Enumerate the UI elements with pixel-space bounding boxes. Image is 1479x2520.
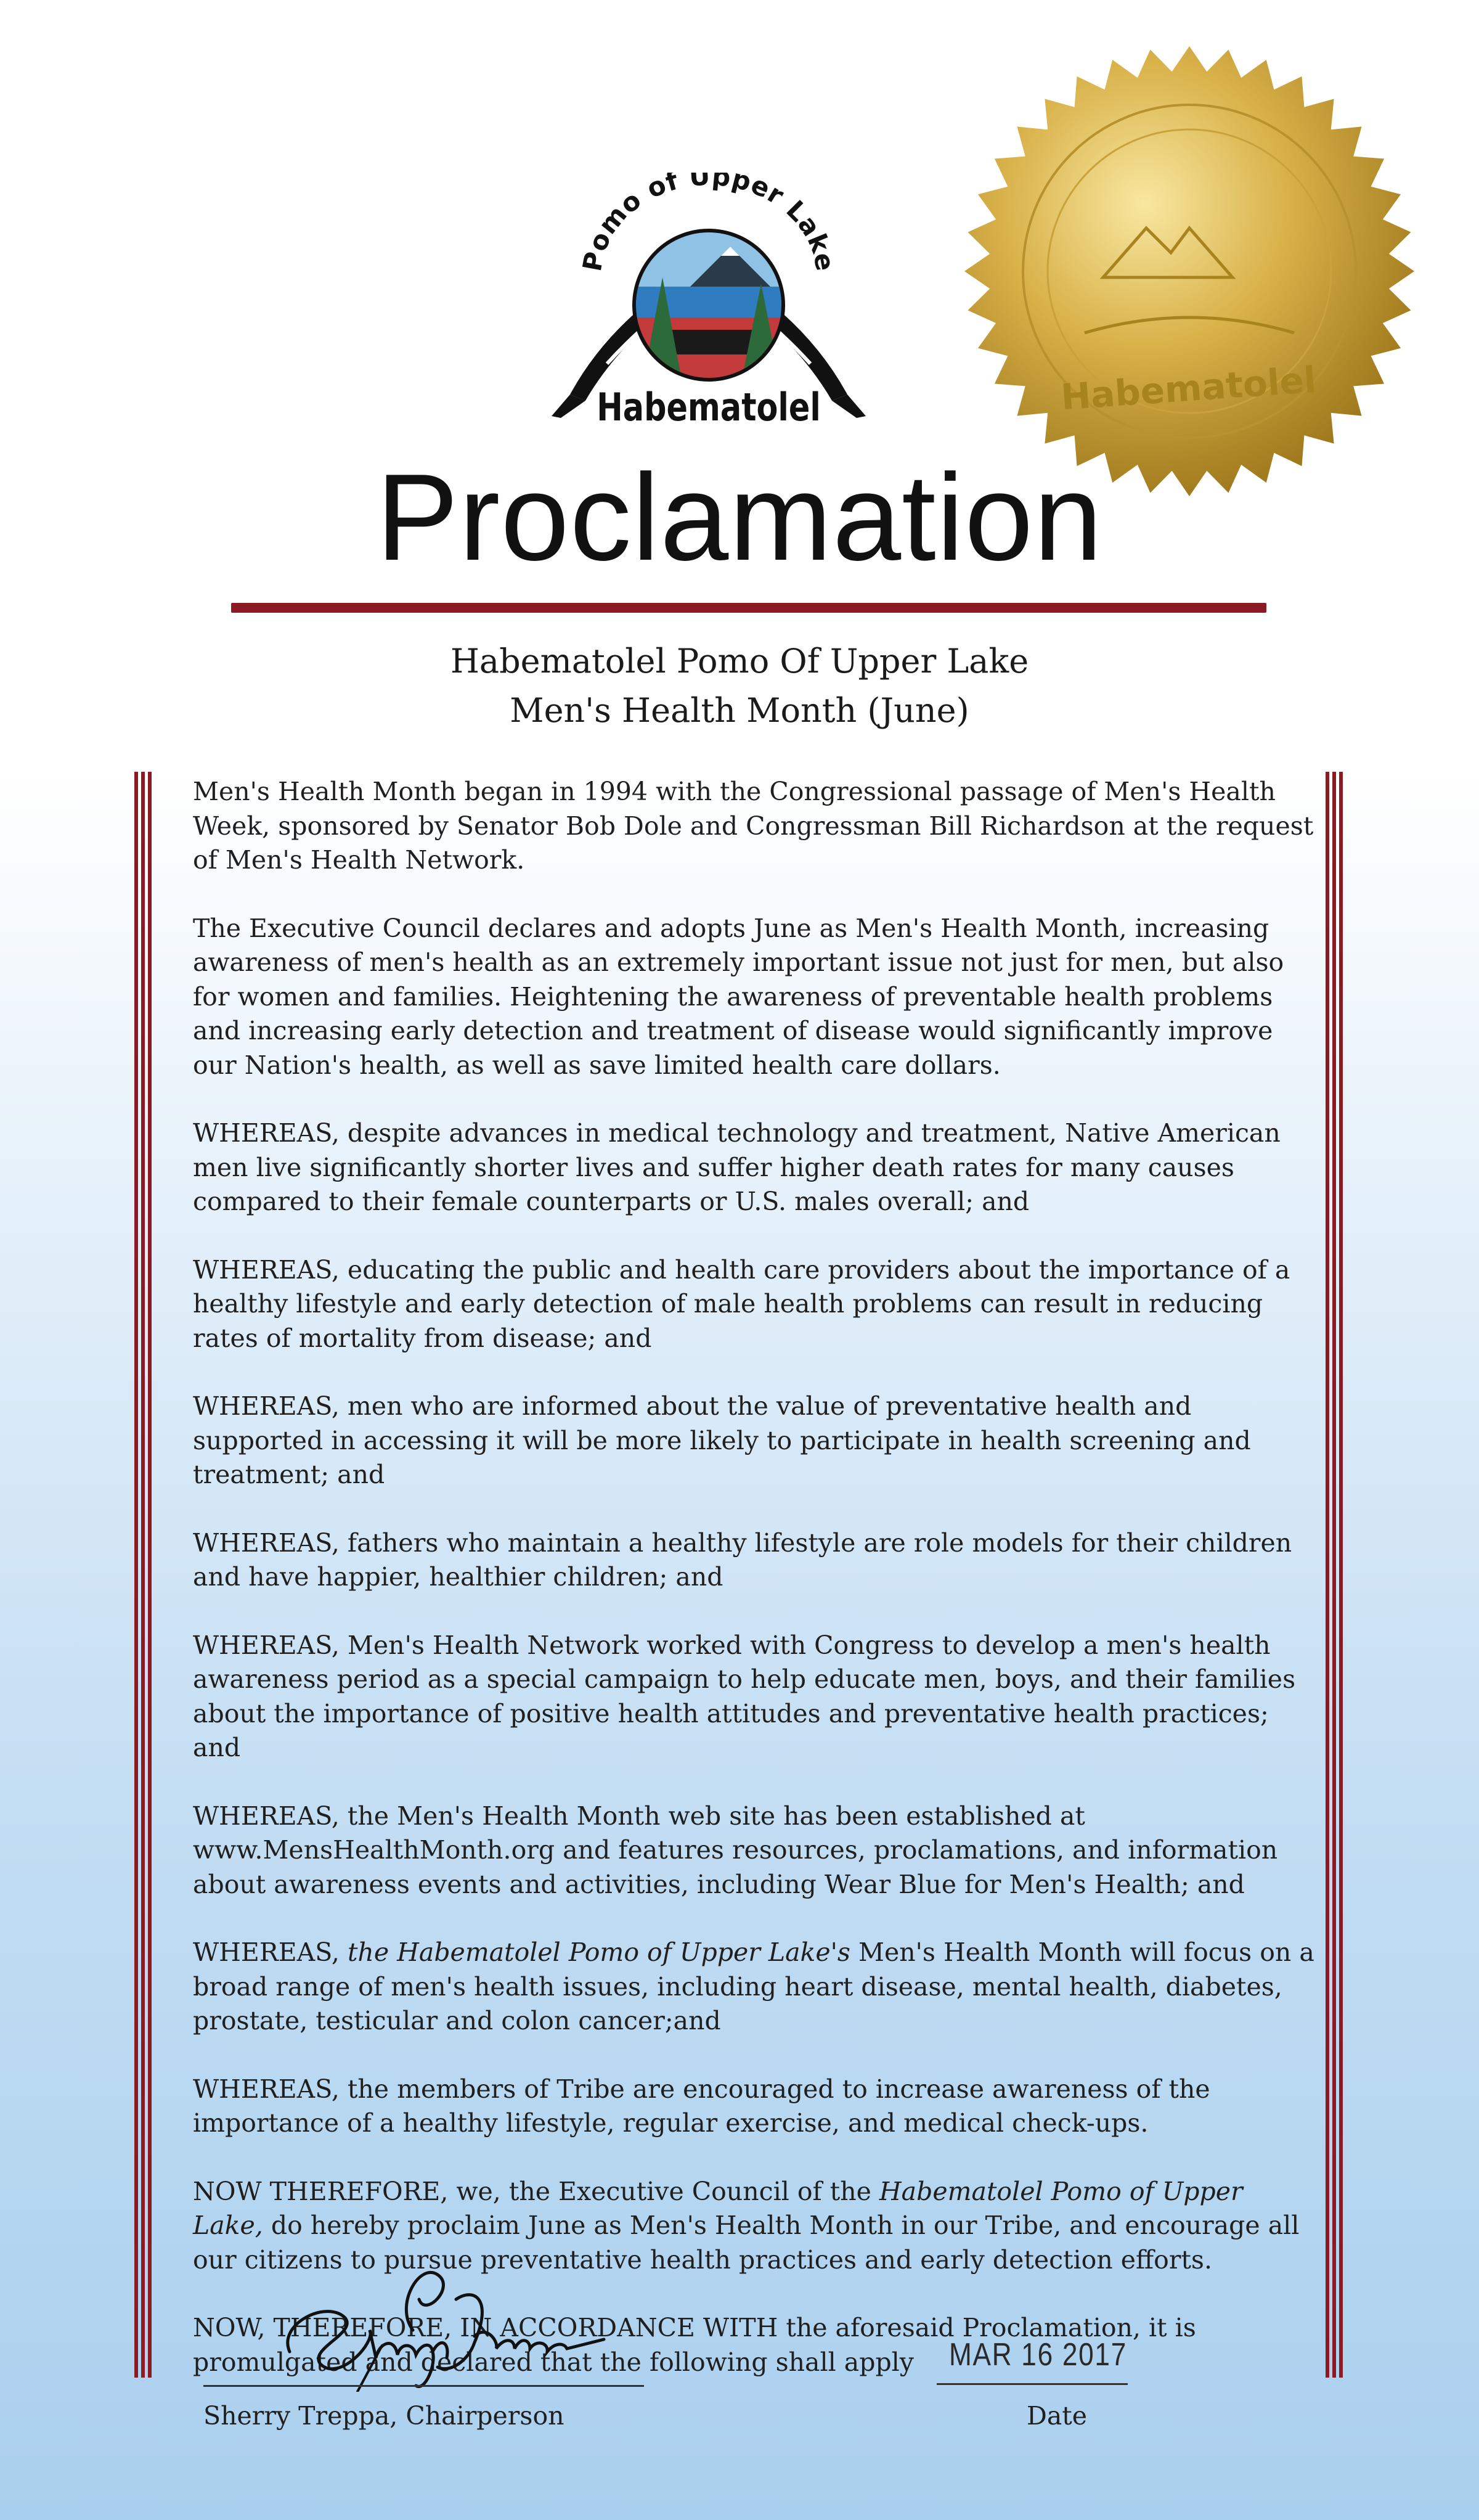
title-divider [231,603,1266,613]
tribal-logo [533,173,884,432]
whereas-website: WHEREAS, the Men's Health Month web site has been established at www.MensHealthMonth.org and features resources, proclamations, and information about awareness events and activities, including Wear Blue for Men's Health; and [193,1801,1278,1899]
date-line [937,2383,1128,2385]
now-therefore-accordance: NOW, THEREFORE, IN ACCORDANCE WITH the aforesaid Proclamation, it is promulgated and declared that the following shall apply [193,2313,1196,2377]
right-border [1326,772,1343,2378]
gold-seal [961,43,1417,499]
date-stamp: MAR 16 2017 [949,2337,1127,2373]
whereas-informed-men: WHEREAS, men who are informed about the value of preventative health and supported in accessing it will be more likely to participate in health screening and treatment; and [193,1391,1251,1489]
whereas-focus: WHEREAS, the Habematolel Pomo of Upper Lake's Men's Health Month will focus on a broad range of men's health issues, including heart disease, mental health, diabetes, prostate, testicular and colon cancer;and [193,1937,1314,2035]
whereas-fathers: WHEREAS, fathers who maintain a healthy lifestyle are role models for their children and have happier, healthier children; and [193,1528,1292,1592]
subtitle-month: Men's Health Month (June) [510,691,969,730]
whereas-shorter-lives: WHEREAS, despite advances in medical technology and treatment, Native American men live significantly shorter lives and suffer higher death rates for many causes compared to their female counterparts or U.S. males overall; and [193,1118,1281,1216]
left-border [134,772,152,2378]
subtitle-tribe: Habematolel Pomo Of Upper Lake [450,642,1029,681]
signature-line [203,2385,644,2387]
whereas-education: WHEREAS, educating the public and health care providers about the importance of a healthy lifestyle and early detection of male health problems can result in reducing rates of mortality from disease; and [193,1254,1290,1353]
page-title: Proclamation [376,449,1103,586]
paragraph-declaration: The Executive Council declares and adopts June as Men's Health Month, increasing awareness of men's health as an extremely important issue not just for men, but also for women and families. Heightening the awareness of preventable health problems and increasing early detection and treatment of disease would significantly improve our Nation's health, as well as save limited health care dollars. [193,913,1284,1080]
handwritten-signature [271,2250,653,2392]
svg-text:Pomo of Upper Lake: Pomo of Upper Lake [576,173,841,274]
now-therefore-proclaim: NOW THEREFORE, we, the Executive Council of the Habematolel Pomo of Upper Lake, do hereby proclaim June as Men's Health Month in our Tribe, and encourage all our citizens to pursue preventative health practices and early detection efforts. [193,2176,1300,2275]
date-label: Date [1026,2401,1088,2431]
paragraph-history: Men's Health Month began in 1994 with the Congressional passage of Men's Health Week, sponsored by Senator Bob Dole and Congressman Bill Richardson at the request of Men's Health Network. [193,777,1314,875]
svg-text:Habematolel: Habematolel [1059,358,1318,419]
proclamation-body [193,775,1321,2379]
whereas-network: WHEREAS, Men's Health Network worked with Congress to develop a men's health awareness period as a special campaign to help educate men, boys, and their families about the importance of positive health attitudes and preventative health practices; and [193,1630,1296,1762]
whereas-members: WHEREAS, the members of Tribe are encouraged to increase awareness of the importance of a healthy lifestyle, regular exercise, and medical check-ups. [193,2074,1210,2138]
signer-name: Sherry Treppa, Chairperson [203,2401,564,2431]
svg-text:Habematolel: Habematolel [597,385,821,430]
